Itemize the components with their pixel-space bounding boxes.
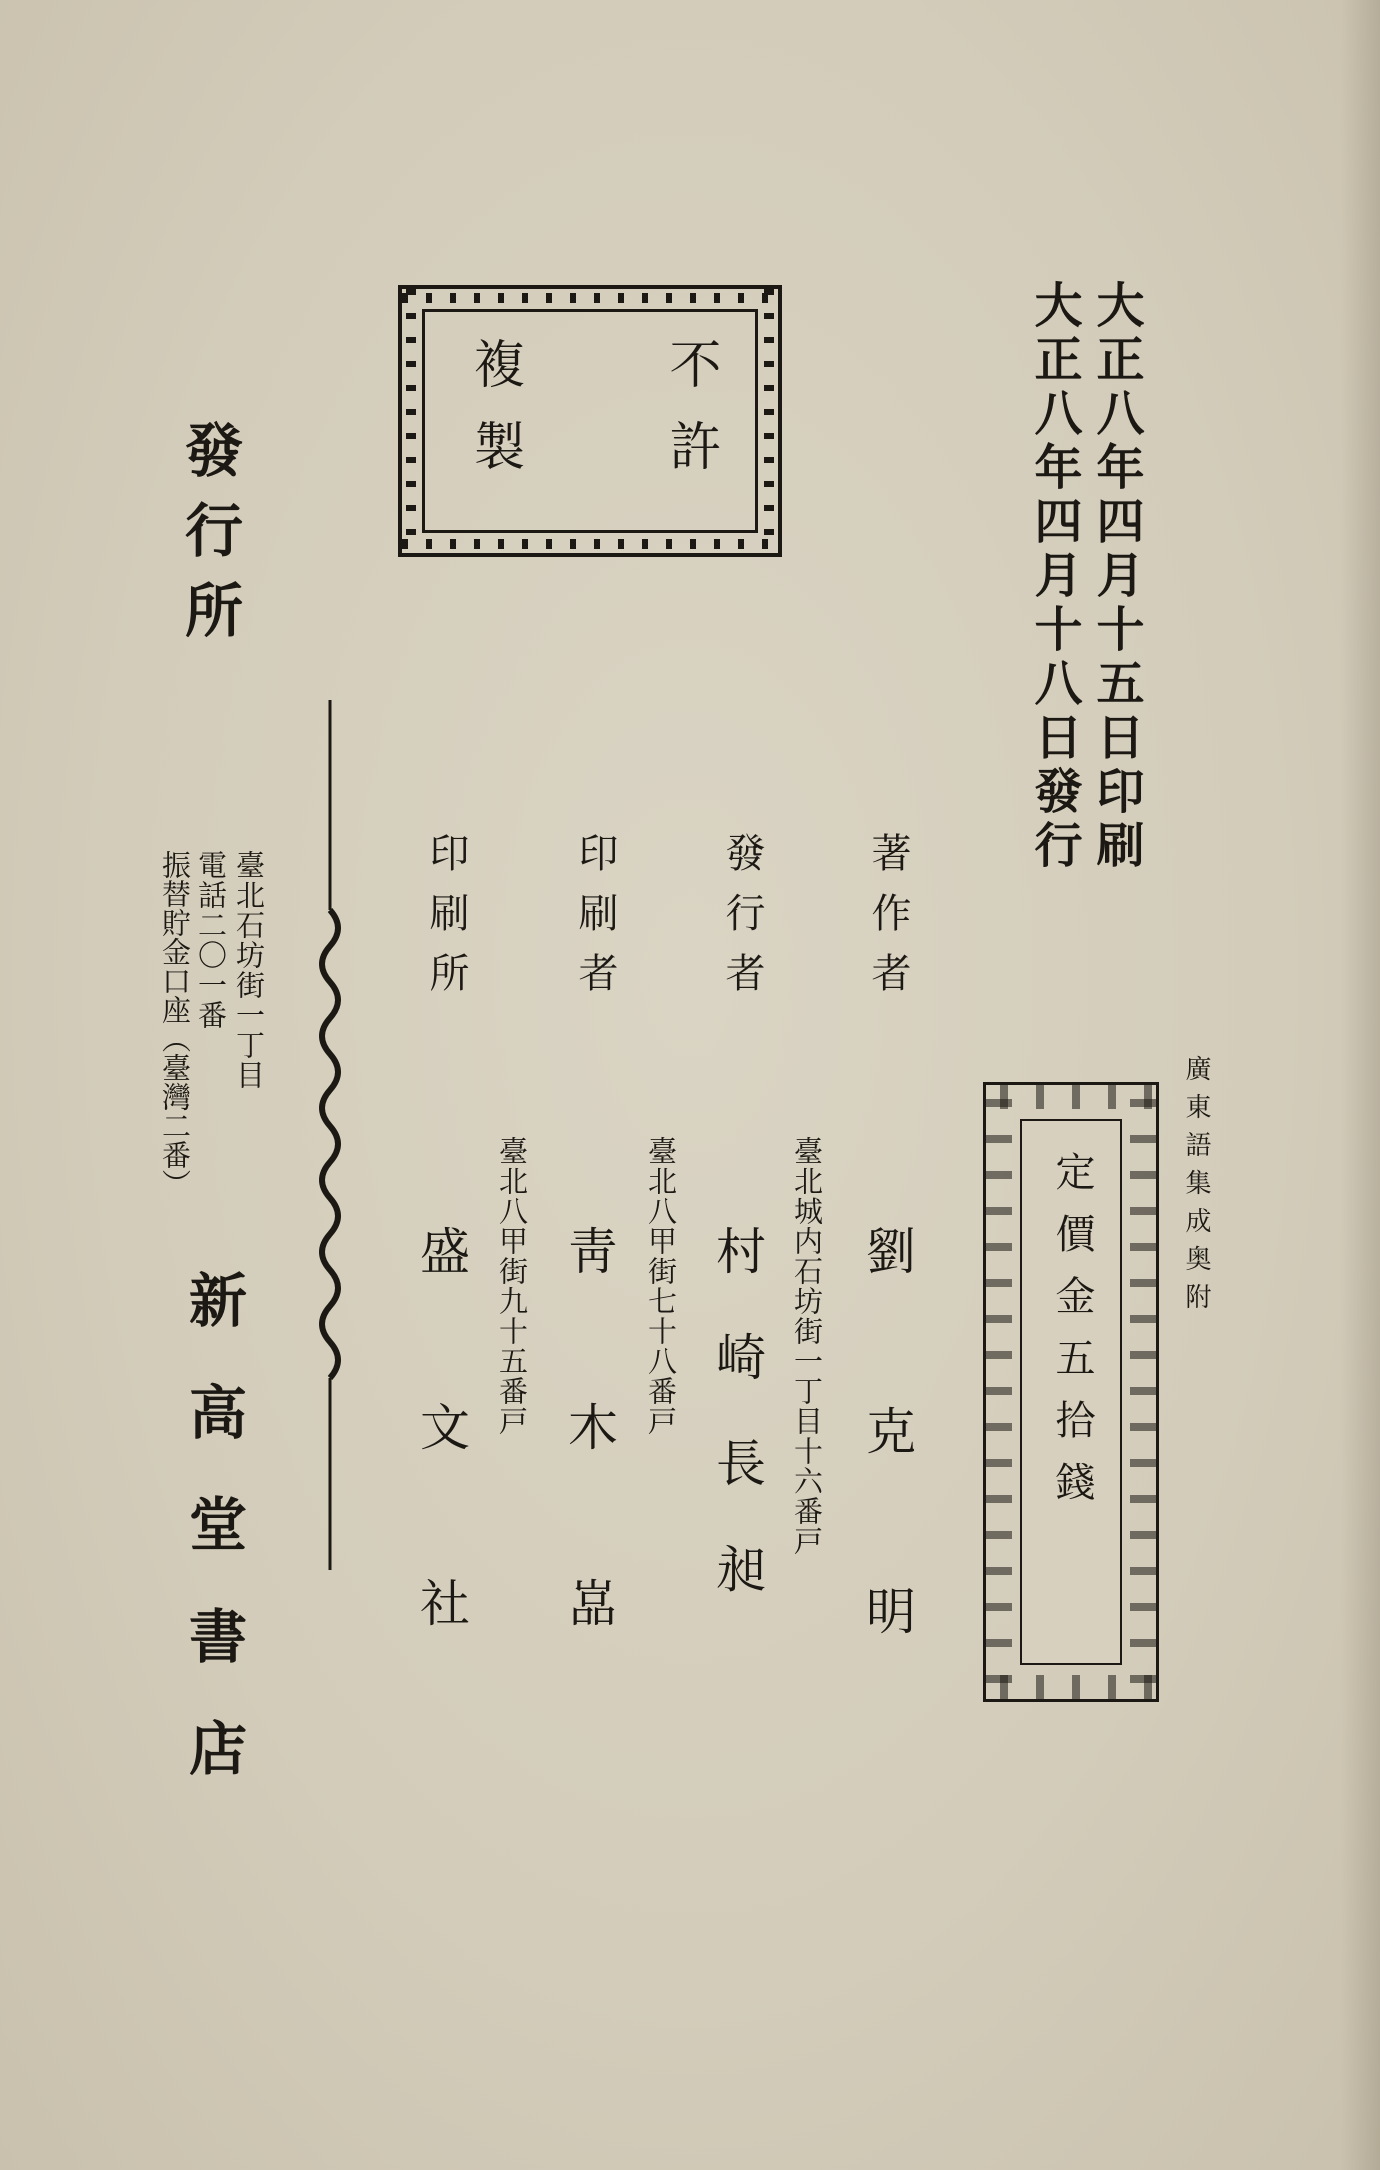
publishing-house-phone: 電話二〇一番 — [194, 850, 228, 1030]
printer-address: 臺北八甲街七十八番戸 — [644, 1136, 678, 1436]
author-name: 劉克明 — [858, 1225, 916, 1765]
publishing-house-label: 發行所 — [175, 420, 243, 660]
wavy-divider — [300, 700, 360, 1570]
publishing-house-address: 臺北石坊街一丁目 — [232, 850, 266, 1090]
stamp-border-left — [406, 289, 416, 553]
printshop-name: 盛文社 — [412, 1225, 470, 1753]
issue-date: 大正八年四月十八日發行 — [1026, 280, 1082, 874]
author-label: 著作者 — [865, 832, 911, 1012]
stamp-border-bottom — [402, 539, 778, 549]
colophon-title: 廣東語集成奥附 — [1181, 1055, 1211, 1321]
stamp-text-col1: 不許 — [660, 337, 720, 501]
stamp-border-top — [402, 293, 778, 303]
printshop-label: 印刷所 — [423, 832, 469, 1012]
publisher-label: 發行者 — [719, 832, 765, 1012]
print-date: 大正八年四月十五日印刷 — [1088, 280, 1144, 874]
printer-name: 靑木嵓 — [560, 1225, 618, 1753]
publisher-name: 村崎長昶 — [708, 1225, 766, 1649]
no-reproduction-stamp — [398, 285, 782, 557]
publishing-house-name: 新高堂書店 — [179, 1270, 247, 1830]
printer-label: 印刷者 — [572, 832, 618, 1012]
stamp-text-col2: 複製 — [464, 337, 524, 501]
price-box — [983, 1082, 1159, 1702]
stamp-border-right — [764, 289, 774, 553]
publishing-house-account: 振替貯金口座（臺灣二番） — [158, 850, 192, 1198]
printshop-address: 臺北八甲街九十五番戸 — [495, 1136, 529, 1436]
price-text: 定價金五拾錢 — [1049, 1151, 1095, 1523]
publisher-address: 臺北城内石坊街一丁目十六番戸 — [790, 1136, 824, 1556]
